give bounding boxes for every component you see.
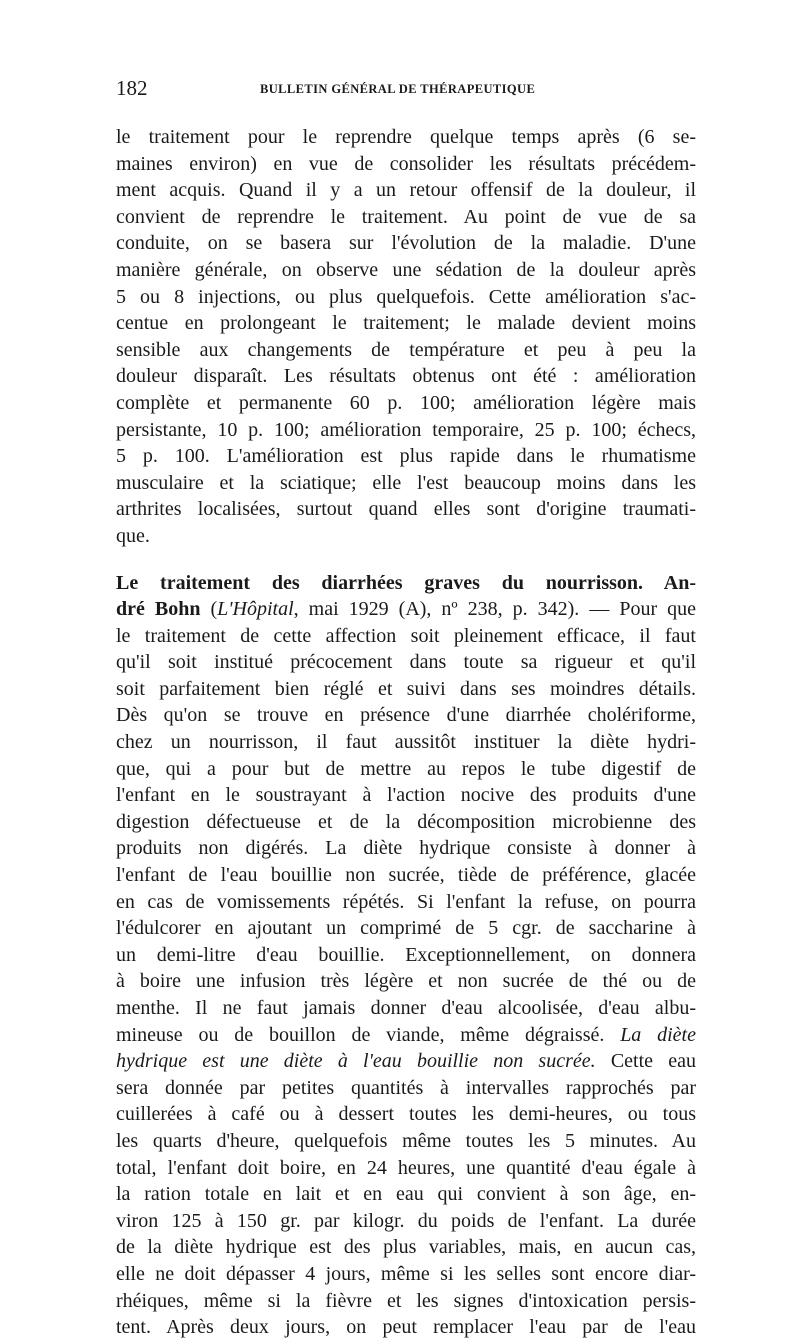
emphasis-text: La diète: [620, 1023, 696, 1046]
text-line: soit parfaitement bien réglé et suivi dans ses moindres détails.: [116, 677, 696, 700]
text-line: maines environ) en vue de consolider les résultats précédem-: [116, 152, 696, 175]
body-text: [116, 124, 696, 1341]
text-line: conduite, on se basera sur l'évolution de la maladie. D'une: [116, 232, 696, 255]
text-line: l'enfant de l'eau bouillie non sucrée, tiède de préférence, glacée: [116, 864, 696, 887]
text-line: de la diète hydrique est des plus variables, mais, en aucun cas,: [116, 1236, 696, 1259]
text-line: convient de reprendre le traitement. Au point de vue de sa: [116, 205, 696, 228]
text-line: ment acquis. Quand il y a un retour offensif de la douleur, il: [116, 179, 696, 202]
article-heading-line: [116, 570, 696, 597]
text-segment: Cette eau: [595, 1050, 696, 1073]
article-title: Le traitement des diarrhées graves du nourrisson. An-: [116, 571, 696, 594]
paragraph-diarrhea-treatment: [116, 570, 696, 1341]
emphasis-text: hydrique est une diète à l'eau bouillie non sucrée.: [116, 1050, 596, 1073]
text-line: l'enfant en le soustrayant à l'action nocive des produits d'une: [116, 784, 696, 807]
text-line: à boire une infusion très légère et non sucrée de thé ou de: [116, 970, 696, 993]
text-line: tent. Après deux jours, on peut remplacer l'eau par de l'eau: [116, 1316, 696, 1339]
text-line: elle ne doit dépasser 4 jours, même si les selles sont encore diar-: [116, 1262, 696, 1285]
paragraph-body-a: [116, 623, 696, 1022]
text-line: 5 p. 100. L'amélioration est plus rapide dans le rhumatisme: [116, 445, 696, 468]
text-line: sensible aux changements de température et peu à peu la: [116, 338, 696, 361]
text-line: un demi-litre d'eau bouillie. Exceptionnellement, on donnera: [116, 943, 696, 966]
text-line-emphasis-1: [116, 1022, 696, 1049]
text-line: produits non digérés. La diète hydrique consiste à donner à: [116, 837, 696, 860]
text-line: qu'il soit institué précocement dans toute sa rigueur et qu'il: [116, 651, 696, 674]
text-segment: mineuse ou de bouillon de viande, même dégraissé.: [116, 1023, 621, 1046]
text-line: viron 125 à 150 gr. par kilogr. du poids de l'enfant. La durée: [116, 1209, 696, 1232]
journal-name: L'Hôpital: [217, 598, 294, 621]
text-line: digestion défectueuse et de la décomposition microbienne des: [116, 810, 696, 833]
text-line: 5 ou 8 injections, ou plus quelquefois. Cette amélioration s'ac-: [116, 285, 696, 308]
text-line: que.: [116, 524, 150, 547]
page-number: 182: [116, 76, 148, 100]
text-line: complète et permanente 60 p. 100; amélioration légère mais: [116, 391, 696, 414]
page-header: [116, 76, 696, 102]
citation-open: (: [200, 598, 218, 621]
text-line: douleur disparaît. Les résultats obtenus ont été : amélioration: [116, 365, 696, 388]
text-line: manière générale, on observe une sédation de la douleur après: [116, 258, 696, 281]
text-line: l'édulcorer en ajoutant un comprimé de 5 cgr. de saccharine à: [116, 917, 696, 940]
text-line-emphasis-2: [116, 1048, 696, 1075]
text-line: persistante, 10 p. 100; amélioration temporaire, 25 p. 100; échecs,: [116, 418, 696, 441]
text-line: cuillerées à café ou à dessert toutes les demi-heures, ou tous: [116, 1103, 696, 1126]
text-line: chez un nourrisson, il faut aussitôt instituer la diète hydri-: [116, 731, 696, 754]
text-line: total, l'enfant doit boire, en 24 heures, une quantité d'eau égale à: [116, 1156, 696, 1179]
article-citation-line: [116, 596, 696, 623]
text-line: centue en prolongeant le traitement; le malade devient moins: [116, 312, 696, 335]
text-line: Dès qu'on se trouve en présence d'une diarrhée cholériforme,: [116, 704, 696, 727]
text-line: rhéiques, même si la fièvre et les signes d'intoxication persis-: [116, 1289, 696, 1312]
article-author: dré Bohn: [116, 598, 201, 621]
text-line: que, qui a pour but de mettre au repos le tube digestif de: [116, 757, 696, 780]
citation-details: , mai 1929 (A), nº 238, p. 342). — Pour que: [293, 598, 696, 621]
text-line: les quarts d'heure, quelquefois même toutes les 5 minutes. Au: [116, 1129, 696, 1152]
text-line: musculaire et la sciatique; elle l'est beaucoup moins dans les: [116, 471, 696, 494]
text-line: arthrites localisées, surtout quand elles sont d'origine traumati-: [116, 498, 696, 521]
text-line: le traitement pour le reprendre quelque temps après (6 se-: [116, 126, 696, 148]
text-line: menthe. Il ne faut jamais donner d'eau alcoolisée, d'eau albu-: [116, 997, 696, 1019]
running-title: BULLETIN GÉNÉRAL DE THÉRAPEUTIQUE: [260, 82, 536, 96]
text-line: en cas de vomissements répétés. Si l'enfant la refuse, on pourra: [116, 890, 696, 913]
text-line: la ration totale en lait et en eau qui convient à son âge, en-: [116, 1183, 696, 1206]
paragraph-lumbago-treatment: [116, 124, 696, 550]
text-line: sera donnée par petites quantités à intervalles rapprochés par: [116, 1076, 696, 1099]
paragraph-body-b: [116, 1075, 696, 1341]
paragraph-gap: [116, 550, 696, 570]
text-line: le traitement de cette affection soit pleinement efficace, il faut: [116, 624, 696, 647]
